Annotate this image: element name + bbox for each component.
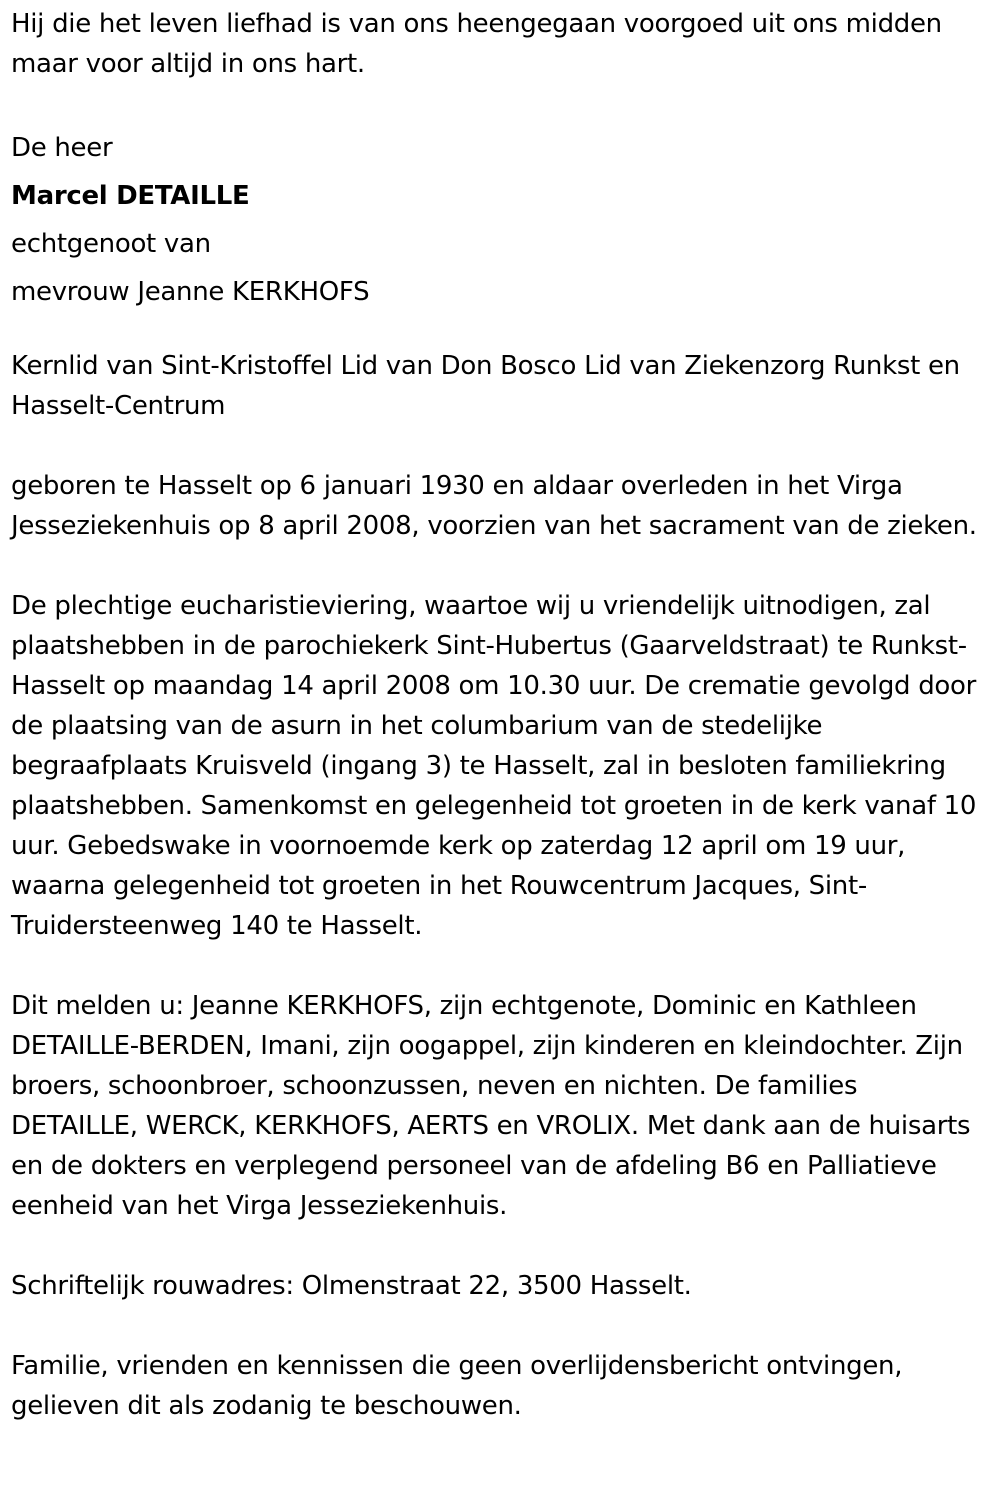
spacer	[11, 84, 991, 124]
title-prefix: De heer	[11, 133, 113, 163]
closing-text: Familie, vrienden en kennissen die geen overlijdensbericht ontvingen, gelieven dit als zodanig te beschouwen.	[11, 1351, 903, 1421]
spacer	[11, 316, 991, 346]
spouse-name: mevrouw Jeanne KERKHOFS	[11, 277, 370, 307]
birth-death-text: geboren te Hasselt op 6 januari 1930 en aldaar overleden in het Virga Jesseziekenhuis op 8 april 2008, voorzien van het sacrament van de zieken.	[11, 471, 977, 541]
name-block	[11, 124, 991, 316]
deceased-name: Marcel DETAILLE	[11, 181, 250, 211]
spacer	[11, 426, 991, 466]
spacer	[11, 1226, 991, 1266]
intro-text: Hij die het leven liefhad is van ons heengegaan voorgoed uit ons midden maar voor altijd in ons hart.	[11, 9, 942, 79]
ceremony-text: De plechtige eucharistieviering, waartoe wij u vriendelijk uitnodigen, zal plaatshebben in de parochiekerk Sint-Hubertus (Gaarveldstraat) te Runkst-Hasselt op maandag 14 april 2008 om 10.30 uur. De crematie gevolgd door de plaatsing van de asurn in het columbarium van de stedelijke begraafplaats Kruisveld (ingang 3) te Hasselt, zal in besloten familiekring plaatshebben. Samenkomst en gelegenheid tot groeten in de kerk vanaf 10 uur. Gebedswake in voornoemde kerk op zaterdag 12 april om 19 uur, waarna gelegenheid tot groeten in het Rouwcentrum Jacques, Sint-Truidersteenweg 140 te Hasselt.	[11, 591, 977, 941]
obituary-document	[11, 0, 991, 1426]
spacer	[11, 1306, 991, 1346]
spacer	[11, 546, 991, 586]
announcement-text: Dit melden u: Jeanne KERKHOFS, zijn echtgenote, Dominic en Kathleen DETAILLE-BERDEN, Imani, zijn oogappel, zijn kinderen en kleindochter. Zijn broers, schoonbroer, schoonzussen, neven en nichten. De families DETAILLE, WERCK, KERKHOFS, AERTS en VROLIX. Met dank aan de huisarts en de dokters en verplegend personeel van de afdeling B6 en Palliatieve eenheid van het Virga Jesseziekenhuis.	[11, 991, 971, 1221]
spouse-relation: echtgenoot van	[11, 229, 211, 259]
spacer	[11, 946, 991, 986]
memberships-text: Kernlid van Sint-Kristoffel Lid van Don Bosco Lid van Ziekenzorg Runkst en Hasselt-Centrum	[11, 351, 960, 421]
address-text: Schriftelijk rouwadres: Olmenstraat 22, 3500 Hasselt.	[11, 1271, 692, 1301]
